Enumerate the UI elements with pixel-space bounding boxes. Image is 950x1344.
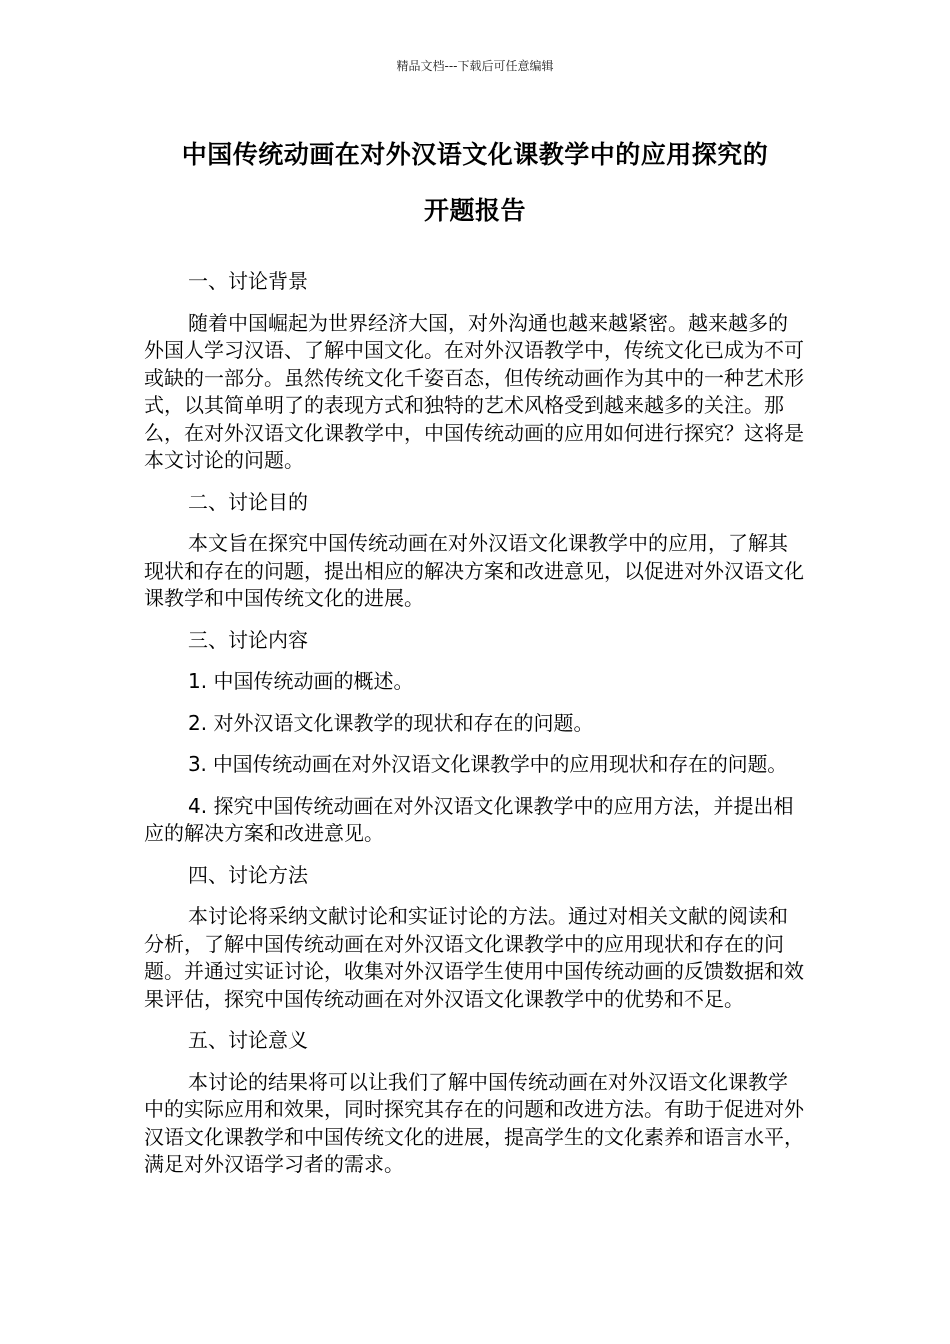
section-body-background: 随着中国崛起为世界经济大国，对外沟通也越来越紧密。越来越多的外国人学习汉语、了解中国文化。在对外汉语教学中，传统文化已成为不可或缺的一部分。虽然传统文化千姿百态，但传统动画作为其中的一种艺术形式，以其简单明了的表现方式和独特的艺术风格受到越来越多的关注。那么，在对外汉语文化课教学中，中国传统动画的应用如何进行探究？这将是本文讨论的问题。 [144, 310, 804, 472]
section-heading-significance: 五、讨论意义 [188, 1028, 308, 1052]
section-body-purpose: 本文旨在探究中国传统动画在对外汉语文化课教学中的应用，了解其现状和存在的问题，提出相应的解决方案和改进意见，以促进对外汉语文化课教学和中国传统文化的进展。 [144, 531, 804, 610]
section-heading-content: 三、讨论内容 [188, 627, 308, 652]
page-header-watermark: 精品文档---下载后可任意编辑 [396, 59, 554, 73]
section-heading-purpose: 二、讨论目的 [188, 489, 308, 514]
section-body-method: 本讨论将采纳文献讨论和实证讨论的方法。通过对相关文献的阅读和分析，了解中国传统动画在对外汉语文化课教学中的应用现状和存在的问题。并通过实证讨论，收集对外汉语学生使用中国传统动画的反馈数据和效果评估，探究中国传统动画在对外汉语文化课教学中的优势和不足。 [144, 904, 804, 1011]
section-heading-background: 一、讨论背景 [188, 269, 308, 293]
content-list-item: 4. 探究中国传统动画在对外汉语文化课教学中的应用方法，并提出相应的解决方案和改进意见。 [144, 793, 794, 845]
section-body-significance: 本讨论的结果将可以让我们了解中国传统动画在对外汉语文化课教学中的实际应用和效果，同时探究其存在的问题和改进方法。有助于促进对外汉语文化课教学和中国传统文化的进展，提高学生的文化素养和语言水平，满足对外汉语学习者的需求。 [144, 1069, 804, 1176]
section-heading-method: 四、讨论方法 [188, 862, 308, 887]
document-title-line-1: 中国传统动画在对外汉语文化课教学中的应用探究的 [181, 140, 769, 169]
content-list-item: 1. 中国传统动画的概述。 [188, 669, 414, 693]
document-title-line-2: 开题报告 [423, 196, 526, 225]
content-list-item: 3. 中国传统动画在对外汉语文化课教学中的应用现状和存在的问题。 [188, 752, 788, 776]
content-list-item: 2. 对外汉语文化课教学的现状和存在的问题。 [188, 710, 594, 735]
document-body [144, 268, 806, 1193]
